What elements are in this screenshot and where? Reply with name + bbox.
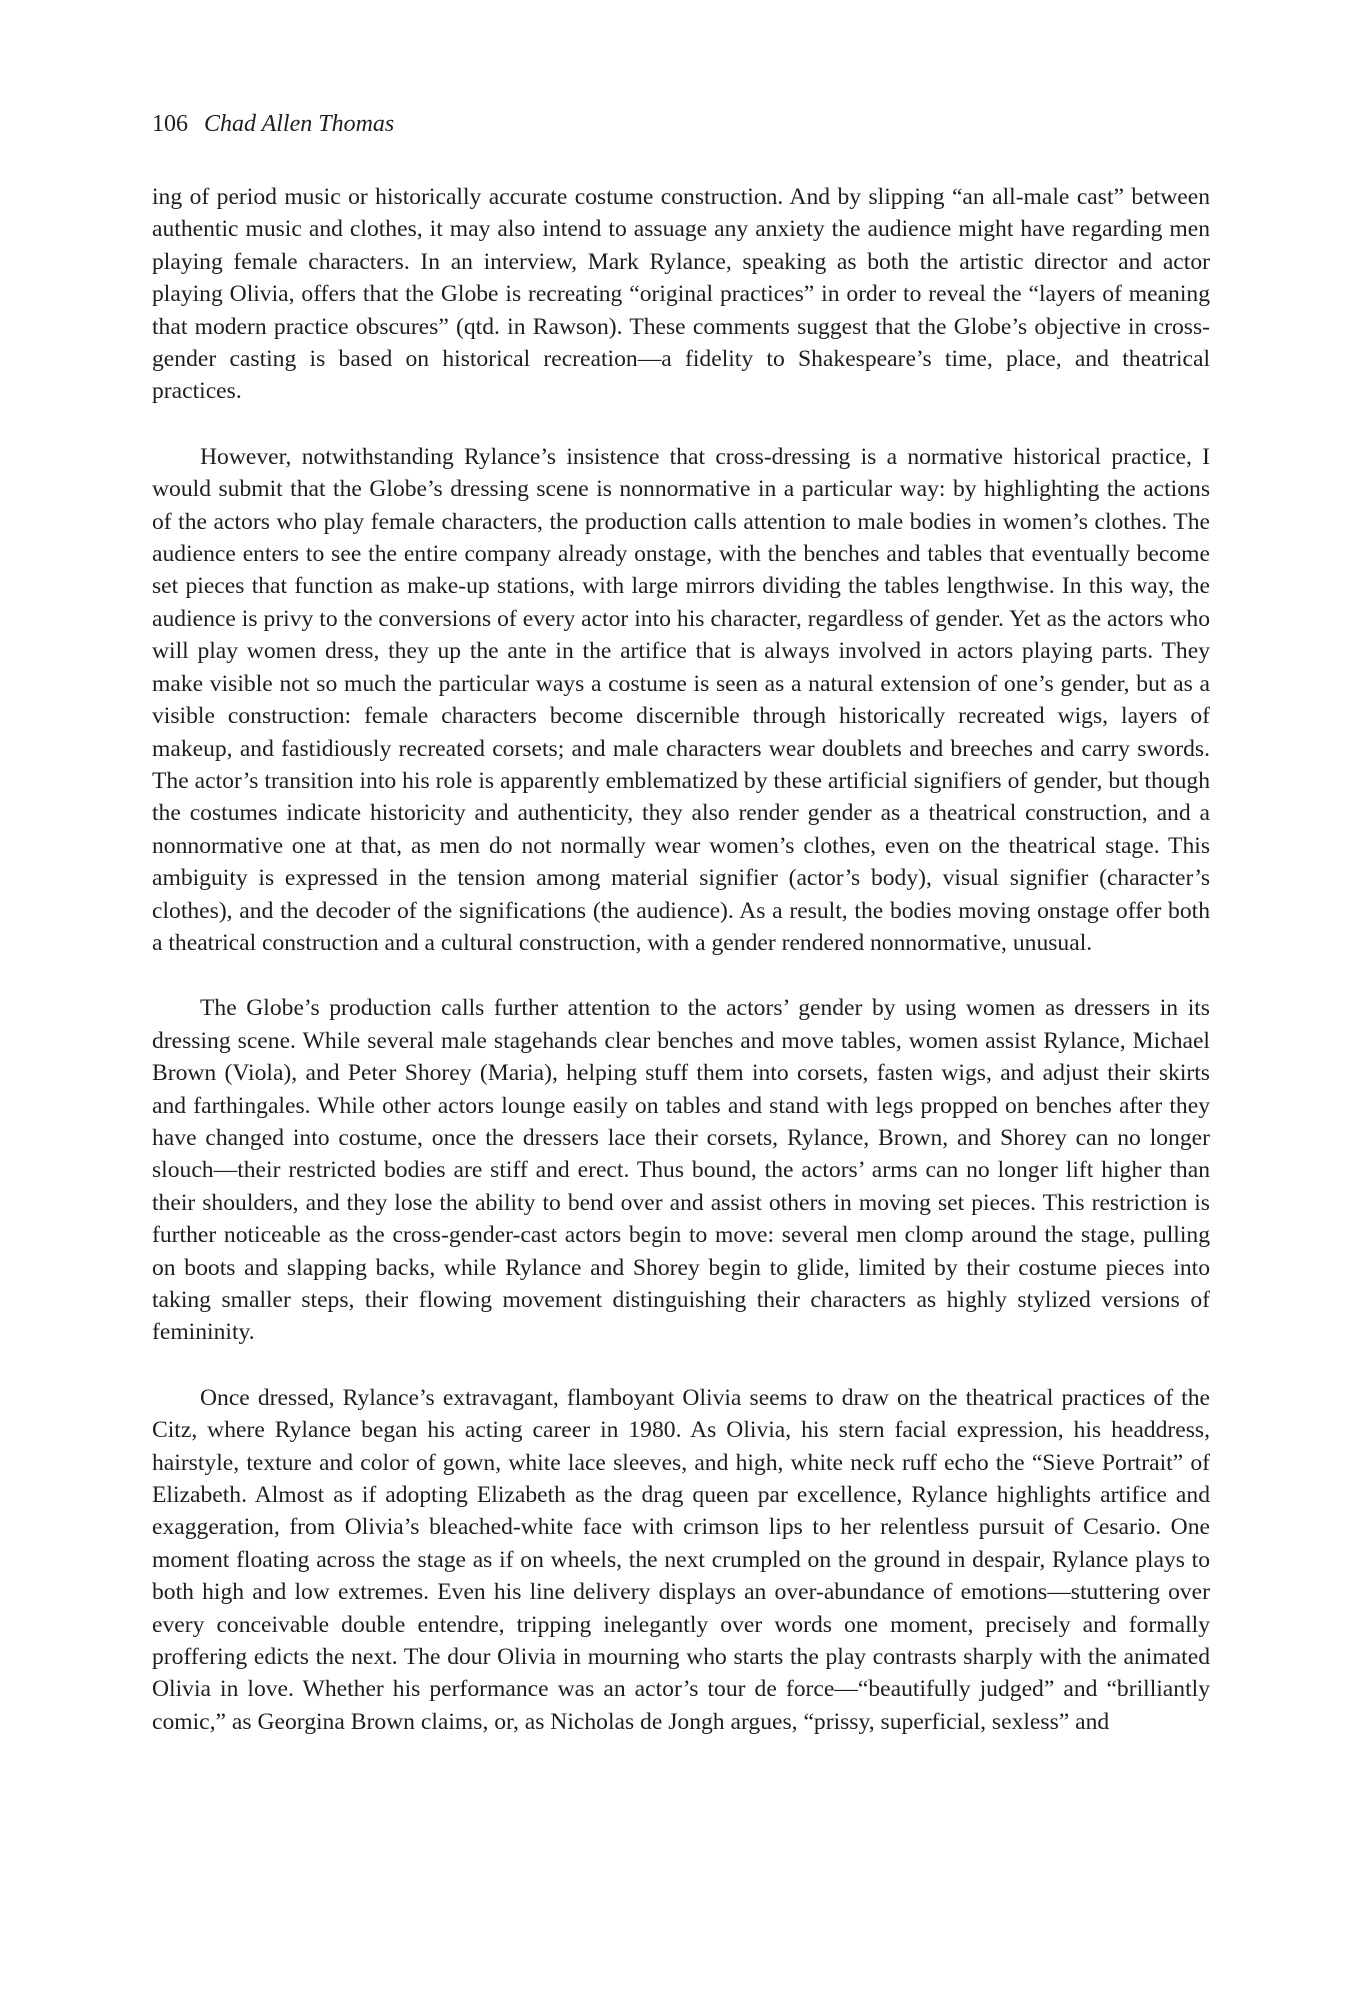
paragraph-olivia: Once dressed, Rylance’s extravagant, flamboyant Olivia seems to draw on the theatrical practices of the Citz, where Rylance began his acting career in 1980. As Olivia, his stern facial expression, his headdress, hairstyle, texture and color of gown, white lace sleeves, and high, white neck ruff echo the “Sieve Portrait” of Elizabeth. Almost as if adopting Elizabeth as the drag queen par excellence, Rylance highlights artifice and exaggeration, from Olivia’s bleached-white face with crimson lips to her relentless pursuit of Cesario. One moment floating across the stage as if on wheels, the next crumpled on the ground in despair, Rylance plays to both high and low extremes. Even his line delivery displays an over-abundance of emotions—stuttering over every conceivable double entendre, tripping inelegantly over words one moment, precisely and formally proffering edicts the next. The dour Olivia in mourning who starts the play contrasts sharply with the animated Olivia in love. Whether his performance was an actor’s tour de force—“beautifully judged” and “brilliantly comic,” as Georgina Brown claims, or, as Nicholas de Jongh argues, “prissy, superficial, sexless” and (152, 1384, 1210, 1735)
paragraph-continued: ing of period music or historically accurate costume construction. And by slipping “an all-male cast” between authentic music and clothes, it may also intend to assuage any anxiety the audience might have regarding men playing female characters. In an interview, Mark Rylance, speaking as both the artistic director and actor playing Olivia, offers that the Globe is recreating “original practices” in order to reveal the “layers of meaning that modern practice obscures” (qtd. in Rawson). These comments suggest that the Globe’s objective in cross-gender casting is based on historical recreation—a fidelity to Shakespeare’s time, place, and theatrical practices. (152, 184, 1210, 405)
paragraph-dressers: The Globe’s production calls further attention to the actors’ gender by using women as dressers in its dressing scene. While several male stagehands clear benches and move tables, women assist Rylance, Michael Brown (Viola), and Peter Shorey (Maria), helping stuff them into corsets, fasten wigs, and adjust their skirts and farthingales. While other actors lounge easily on tables and stand with legs propped on benches after they have changed into costume, once the dressers lace their corsets, Rylance, Brown, and Shorey can no longer slouch—their restricted bodies are stiff and erect. Thus bound, the actors’ arms can no longer lift higher than their shoulders, and they lose the ability to bend over and assist others in moving set pieces. This restriction is further noticeable as the cross-gender-cast actors begin to move: several men clomp around the stage, pulling on boots and slapping backs, while Rylance and Shorey begin to glide, limited by their costume pieces into taking smaller steps, their flowing movement distinguishing their characters as highly stylized versions of femininity. (152, 995, 1210, 1346)
body-text (152, 181, 1210, 1771)
running-head-author: Chad Allen Thomas (204, 111, 395, 137)
paragraph-dressing-scene: However, notwithstanding Rylance’s insistence that cross-dressing is a normative historical practice, I would submit that the Globe’s dressing scene is nonnormative in a particular way: by highlighting the actions of the actors who play female characters, the production calls attention to male bodies in women’s clothes. The audience enters to see the entire company already onstage, with the benches and tables that eventually become set pieces that function as make-up stations, with large mirrors dividing the tables lengthwise. In this way, the audience is privy to the conversions of every actor into his character, regardless of gender. Yet as the actors who will play women dress, they up the ante in the artifice that is always involved in actors playing parts. They make visible not so much the particular ways a costume is seen as a natural extension of one’s gender, but as a visible construction: female characters become discernible through historically recreated wigs, layers of makeup, and fastidiously recreated corsets; and male characters wear doublets and breeches and carry swords. The actor’s transition into his role is apparently emblematized by these artificial signifiers of gender, but though the costumes indicate historicity and authenticity, they also render gender as a theatrical construction, and a nonnormative one at that, as men do not normally wear women’s clothes, even on the theatrical stage. This ambiguity is expressed in the tension among material signifier (actor’s body), visual signifier (character’s clothes), and the decoder of the significations (the audience). As a result, the bodies moving onstage offer both a theatrical construction and a cultural construction, with a gender rendered nonnormative, unusual. (152, 443, 1210, 956)
running-head (152, 108, 394, 140)
page-number: 106 (152, 111, 188, 137)
